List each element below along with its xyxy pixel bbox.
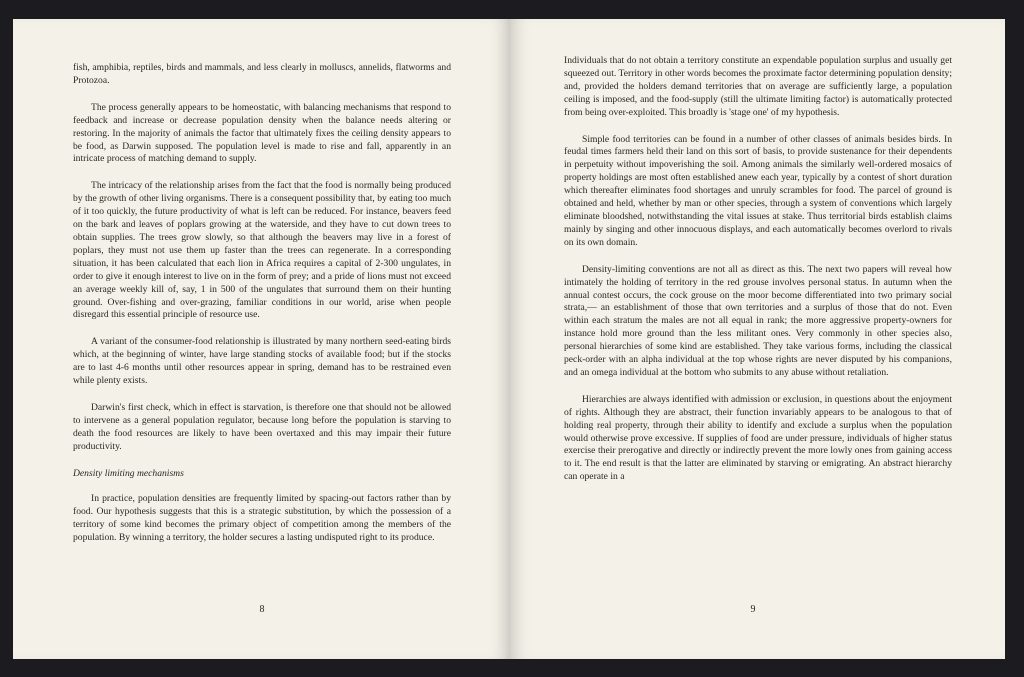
right-page-text bbox=[564, 55, 952, 498]
section-heading: Density limiting mechanisms bbox=[73, 467, 184, 479]
left-page-text bbox=[73, 62, 451, 559]
paragraph: A variant of the consumer-food relationship is illustrated by many northern seed-eating birds which, at the beginning of winter, have large standing stocks of available food; but if the stocks are to last 4-6 months until other resources appear in spring, demand has to be restrained even while plenty exists. bbox=[73, 336, 451, 387]
paragraph: Individuals that do not obtain a territory constitute an expendable population surplus and usually get squeezed out. Territory in other words becomes the proximate factor determining population density; and, provided the holders demand territories that on average are sufficiently large, a population ceiling is imposed, and the food-supply (still the ultimate limiting factor) is automatically protected from being over-exploited. This broadly is 'stage one' of my hypothesis. bbox=[564, 55, 952, 118]
paragraph: In practice, population densities are frequently limited by spacing-out factors rather than by food. Our hypothesis suggests that this is a strategic substitution, by which the possession of a territory of some kind becomes the primary object of competition among the members of the population. By winning a territory, the holder secures a lasting undisputed right to its produce. bbox=[73, 493, 451, 544]
left-page bbox=[13, 19, 510, 659]
paragraph: Density-limiting conventions are not all as direct as this. The next two papers will reveal how intimately the holding of territory in the red grouse involves personal status. In autumn when the annual contest occurs, the cock grouse on the moor become differentiated into two primary social strata,— an establishment of those that own territories and a surplus of those that do not. Even within each stratum the males are not all equal in rank; the more aggressive property-owners for instance hold more ground than the less militant ones. Very commonly in other species also, personal hierarchies of some kind are established. They take various forms, including the classical peck-order with an alpha individual at the top whose rights are never disputed by his companions, and an omega individual at the bottom who submits to any abuse without retaliation. bbox=[564, 263, 952, 378]
paragraph: fish, amphibia, reptiles, birds and mammals, and less clearly in molluscs, annelids, flatworms and Protozoa. bbox=[73, 62, 451, 86]
paragraph: Simple food territories can be found in a number of other classes of animals besides birds. In feudal times farmers held their land on this sort of basis, to provide sustenance for their dependents in perpetuity without impoverishing the soil. Among animals the similarly well-ordered mosaics of property holdings are most often established anew each year, typically by a contest of short duration which thereafter eliminates food shortages and unruly scrambles for food. The parcel of ground is obtained and held, whether by man or other species, through a system of conventions which largely eliminate bloodshed, notwithstanding the vital issues at stake. Thus territorial birds establish claims mainly by singing and other innocuous displays, and each automatically becomes overlord to rivals on its own domain. bbox=[564, 133, 952, 248]
right-page bbox=[510, 19, 1005, 659]
paragraph: The intricacy of the relationship arises from the fact that the food is normally being produced by the growth of other living organisms. There is a consequent possibility that, by eating too much of it too quickly, the future productivity of what is left can be reduced. For instance, beavers feed on the bark and leaves of poplars growing at the waterside, and they have to cut down trees to obtain supplies. The trees grow slowly, so that although the beavers may live in a forest of poplars, they must not use them up faster than the trees can regenerate. In a corresponding situation, it has been calculated that each lion in Africa requires a capital of 2-300 ungulates, in order to give it enough interest to live on in the form of prey; and a pride of lions must not exceed an average weekly kill of, say, 1 in 500 of the ungulates that surround them on their hunting ground. Over-fishing and over-grazing, familiar conditions in our world, arise when people disregard this essential principle of resource use. bbox=[73, 180, 452, 321]
paragraph: Hierarchies are always identified with admission or exclusion, in questions about the enjoyment of rights. Although they are abstract, their function invariably appears to be analogous to that of holding real property, through their ability to identify and exclude a surplus when the population would otherwise prove excessive. If supplies of food are under pressure, individuals of higher status exercise their prerogative and directly or indirectly prevent the more lowly ones from gaining access to it. The end result is that the latter are eliminated by starving or emigrating. An abstract hierarchy can operate in a bbox=[564, 393, 952, 483]
page-number: 9 bbox=[750, 604, 756, 615]
paragraph: The process generally appears to be homeostatic, with balancing mechanisms that respond to feedback and increase or decrease population density when the balance needs altering or restoring. In the majority of animals the factor that ultimately fixes the ceiling density appears to be food, as Darwin supposed. The population level is made to rise and fall, apparently in an intricate process of matching demand to supply. bbox=[73, 101, 451, 165]
page-number: 8 bbox=[259, 604, 265, 615]
paragraph: Darwin's first check, which in effect is starvation, is therefore one that should not be allowed to intervene as a general population regulator, because long before the population is starving to death the food resources are likely to have been overtaxed and this may impair their future productivity. bbox=[73, 401, 451, 452]
